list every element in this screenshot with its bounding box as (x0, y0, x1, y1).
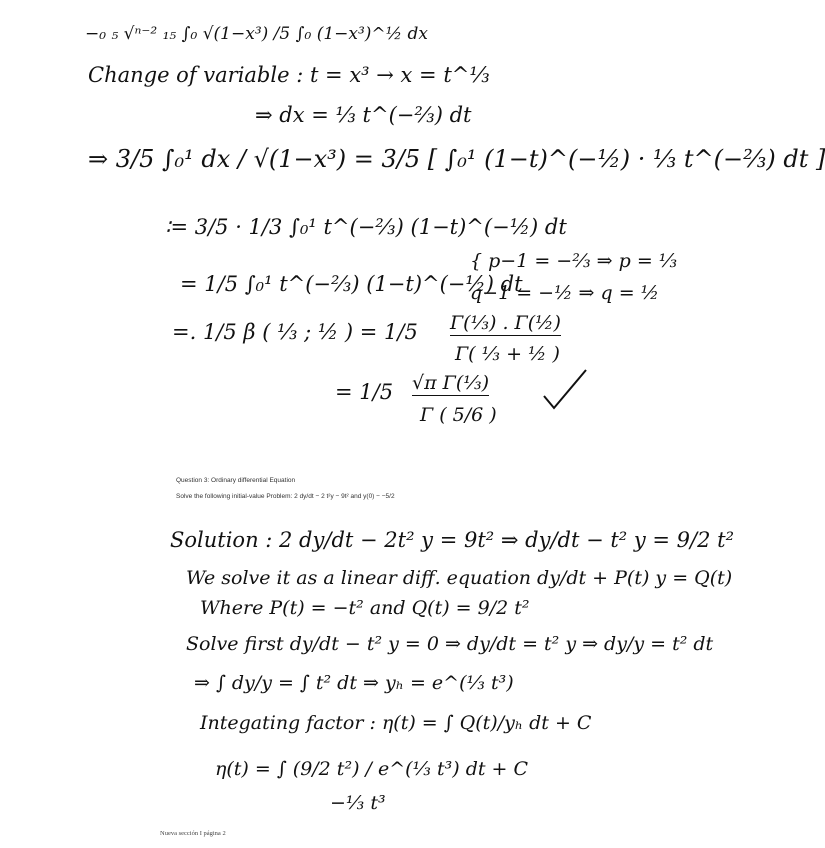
handwritten-line: Γ ( 5/6 ) (420, 404, 497, 426)
handwritten-line: Solve first dy/dt − t² y = 0 ⇒ dy/dt = t² y ⇒ dy/y = t² dt (186, 633, 714, 655)
handwritten-line: Solution : 2 dy/dt − 2t² y = 9t² ⇒ dy/dt − t² y = 9/2 t² (170, 528, 735, 552)
handwritten-line: −⅓ t³ (330, 792, 386, 814)
handwritten-line: ∶= 3/5 · 1/3 ∫₀¹ t^(−⅔) (1−t)^(−½) dt (165, 215, 567, 239)
handwritten-line: =. 1/5 β ( ⅓ ; ½ ) = 1/5 (172, 320, 418, 344)
handwritten-line: √π Γ(⅓) (412, 372, 490, 394)
handwritten-line: Change of variable : t = x³ → x = t^⅓ (88, 63, 490, 87)
handwritten-line: = 1/5 ∫₀¹ t^(−⅔) (1−t)^(−½) dt (180, 272, 523, 296)
question-problem: Solve the following initial-value Problem: 2 dy/dt − 2 t²y − 9t² and y(0) − −5/2 (176, 493, 395, 500)
handwritten-line: ⇒ dx = ⅓ t^(−⅔) dt (255, 103, 472, 127)
handwritten-line: We solve it as a linear diff. equation dy/dt + P(t) y = Q(t) (186, 567, 733, 589)
handwritten-line: −₀ ₅ √ⁿ⁻² ₁₅ ∫₀ √(1−x³) /5 ∫₀ (1−x³)^½ dx (85, 24, 429, 44)
handwritten-line: ⇒ 3/5 ∫₀¹ dx / √(1−x³) = 3/5 [ ∫₀¹ (1−t)^(−½) · ⅓ t^(−⅔) dt ] (88, 145, 825, 173)
checkmark-icon (540, 366, 590, 416)
handwritten-line: Γ( ⅓ + ½ ) (455, 343, 560, 365)
handwritten-line: Integating factor : η(t) = ∫ Q(t)/yₕ dt + C (200, 712, 592, 734)
handwritten-line: ⇒ ∫ dy/y = ∫ t² dt ⇒ yₕ = e^(⅓ t³) (194, 672, 514, 694)
handwritten-line: q−1 = −½ ⇒ q = ½ (470, 282, 660, 304)
question-title: Question 3: Ordinary differential Equation (176, 477, 296, 484)
handwritten-line: Where P(t) = −t² and Q(t) = 9/2 t² (200, 597, 530, 619)
page-footer: Nueva sección I página 2 (160, 830, 226, 837)
handwritten-line: Γ(⅓) . Γ(½) (450, 312, 561, 334)
handwritten-line: { p−1 = −⅔ ⇒ p = ⅓ (470, 250, 678, 272)
handwritten-line: η(t) = ∫ (9/2 t²) / e^(⅓ t³) dt + C (215, 758, 529, 780)
handwritten-line: = 1/5 (335, 380, 394, 404)
